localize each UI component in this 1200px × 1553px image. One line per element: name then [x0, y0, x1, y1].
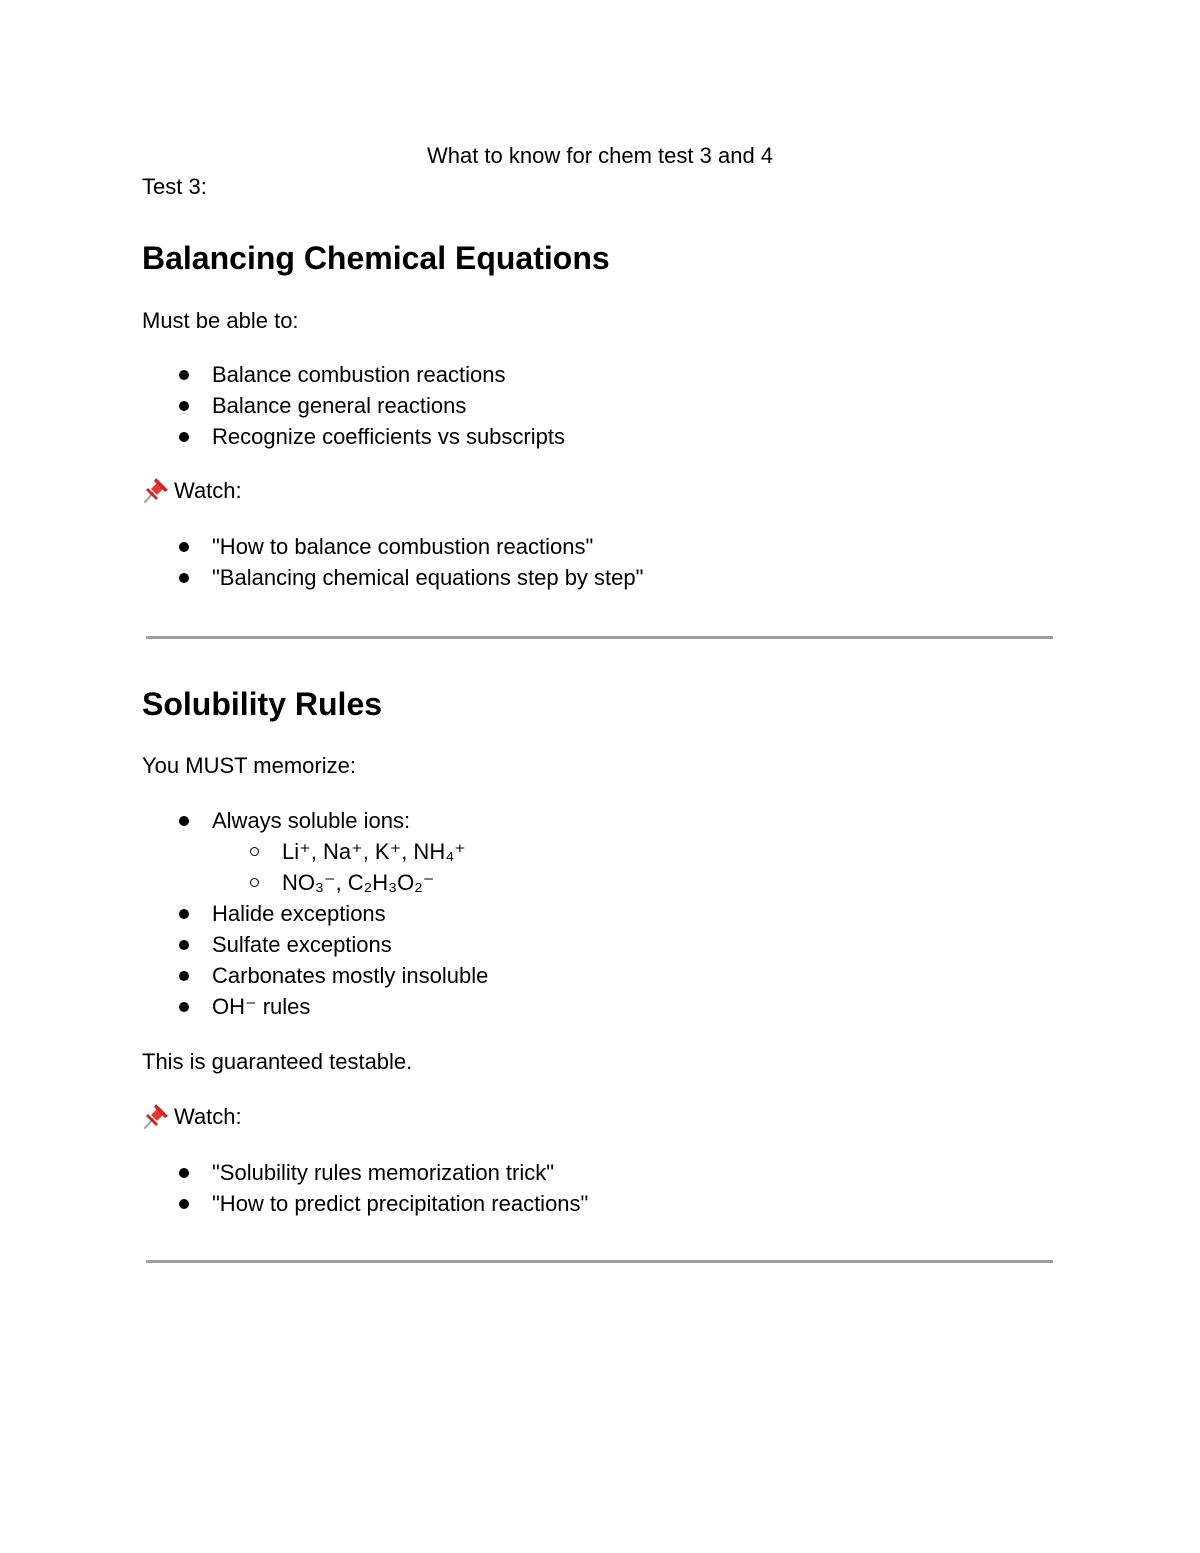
sub-list-item: NO₃⁻, C₂H₃O₂⁻ — [142, 867, 488, 898]
test-label: Test 3: — [142, 174, 207, 199]
horizontal-divider — [146, 1260, 1053, 1263]
bullet-icon — [179, 573, 189, 583]
section2-watch-label: Watch: — [142, 1102, 242, 1132]
list-item: "Balancing chemical equations step by step" — [142, 562, 643, 593]
hollow-bullet-icon — [250, 847, 259, 856]
section-heading-balancing: Balancing Chemical Equations — [142, 240, 610, 276]
list-item: Always soluble ions: — [142, 805, 488, 836]
bullet-icon — [179, 816, 189, 826]
list-item: Sulfate exceptions — [142, 929, 488, 960]
bullet-icon — [179, 940, 189, 950]
section1-list — [142, 359, 565, 452]
list-item: Balance combustion reactions — [142, 359, 565, 390]
list-item: OH⁻ rules — [142, 991, 488, 1022]
bullet-icon — [179, 370, 189, 380]
section2-list — [142, 805, 488, 1022]
hollow-bullet-icon — [250, 878, 259, 887]
bullet-icon — [179, 542, 189, 552]
pushpin-icon — [142, 1102, 170, 1130]
document-title: What to know for chem test 3 and 4 — [426, 143, 774, 168]
list-item: Balance general reactions — [142, 390, 565, 421]
list-item: Recognize coefficients vs subscripts — [142, 421, 565, 452]
section-heading-solubility: Solubility Rules — [142, 686, 383, 722]
bullet-icon — [179, 1002, 189, 1012]
section2-intro: You MUST memorize: — [142, 753, 356, 778]
bullet-icon — [179, 909, 189, 919]
list-item: "How to predict precipitation reactions" — [142, 1188, 588, 1219]
horizontal-divider — [146, 636, 1053, 639]
bullet-icon — [179, 1168, 189, 1178]
section2-watch-list — [142, 1157, 588, 1219]
list-item: "How to balance combustion reactions" — [142, 531, 643, 562]
bullet-icon — [179, 1199, 189, 1209]
bullet-icon — [179, 971, 189, 981]
sub-list-item: Li⁺, Na⁺, K⁺, NH₄⁺ — [142, 836, 488, 867]
pushpin-icon — [142, 476, 170, 504]
section1-intro: Must be able to: — [142, 308, 299, 333]
bullet-icon — [179, 432, 189, 442]
section2-note: This is guaranteed testable. — [142, 1049, 413, 1074]
bullet-icon — [179, 401, 189, 411]
list-item: "Solubility rules memorization trick" — [142, 1157, 588, 1188]
section1-watch-label: Watch: — [142, 476, 242, 506]
list-item: Halide exceptions — [142, 898, 488, 929]
section1-watch-list — [142, 531, 643, 593]
list-item: Carbonates mostly insoluble — [142, 960, 488, 991]
